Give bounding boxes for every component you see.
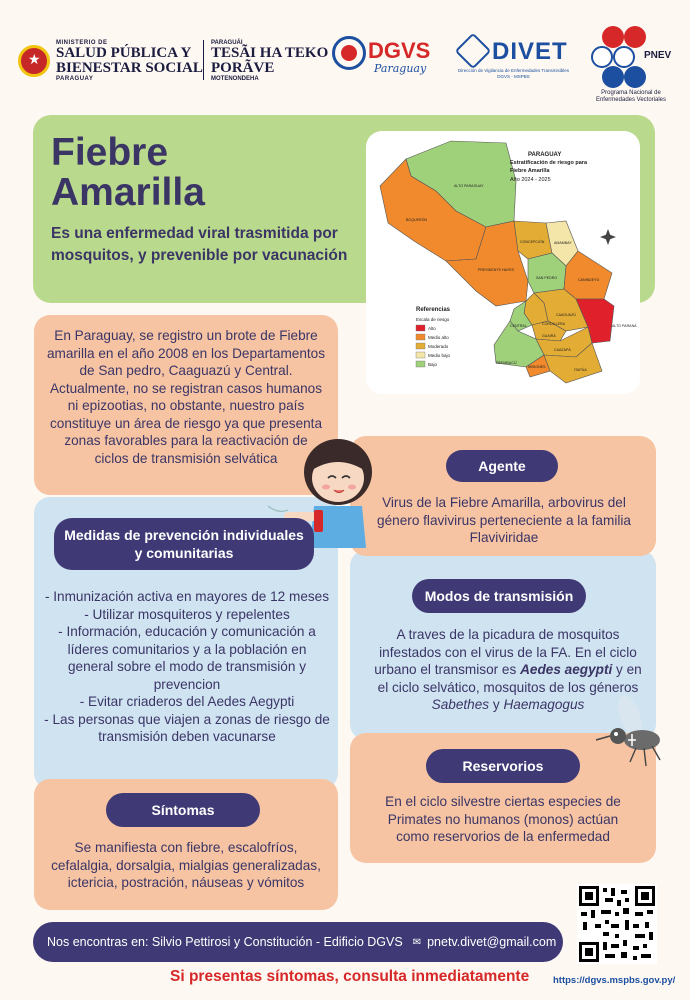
reservorios-heading: Reservorios xyxy=(426,749,580,783)
pnev-logo: PNEV Programa Nacional de Enfermedades Vectoriales xyxy=(584,22,674,108)
transmision-text: A traves de la picadura de mosquitos infestados con el virus de la FA. En el ciclo urbano el transmisor es Aedes aegypti y en el ciclo selvático, mosquitos de los géneros Sabethes y Haemagogus xyxy=(374,627,642,712)
legend-title: Referencias xyxy=(416,307,451,313)
label-amambay: AMAMBAY xyxy=(554,241,572,245)
sintomas-text: Se manifiesta con fiebre, escalofríos, cefalalgia, dorsalgia, mialgias generalizadas, ictericia, postración, náuseas y vómitos xyxy=(51,840,321,890)
hex-icon xyxy=(624,66,646,88)
label-caazapa: CAAZAPÁ xyxy=(554,348,571,352)
sintomas-heading: Síntomas xyxy=(106,793,260,827)
ministry-logo: ★ MINISTERIO DE SALUD PÚBLICA Y BIENESTAR SOCIAL PARAGUAY xyxy=(18,40,203,82)
map-heading-2: Estratificación de riesgo para xyxy=(510,160,588,166)
website-link[interactable]: https://dgvs.mspbs.gov.py/ xyxy=(553,975,676,986)
label-caaguazu: CAAGUAZÚ xyxy=(556,313,576,317)
prevencion-item: - Utilizar mosquiteros y repelentes xyxy=(84,606,290,622)
page-title: Fiebre Amarilla xyxy=(51,131,205,214)
legend-label-medio-alto: Medio alto xyxy=(428,335,449,340)
label-concepcion: CONCEPCIÓN xyxy=(520,240,545,244)
label-guaira: GUAIRÁ xyxy=(542,334,556,338)
agente-text: Virus de la Fiebre Amarilla, arbovirus del género flavivirus perteneciente a la familia Flaviviridae xyxy=(377,495,631,545)
legend-label-moderado: Moderado xyxy=(428,344,449,349)
legend-swatch-bajo xyxy=(416,361,425,367)
page-subtitle: Es una enfermedad viral trasmitida por mosquitos, y prevenible por vacunación xyxy=(51,225,348,264)
map-heading-3: Fiebre Amarilla xyxy=(510,168,550,174)
hex-icon xyxy=(624,26,646,48)
prevencion-item: - Evitar criaderos del Aedes Aegypti xyxy=(79,694,295,709)
map-heading-4: Año 2024 - 2025 xyxy=(510,177,551,183)
legend-swatch-moderado xyxy=(416,343,425,349)
hex-icon xyxy=(602,26,624,48)
logo-divider xyxy=(203,40,204,80)
paraguay-risk-map xyxy=(366,131,640,394)
label-misiones: MISIONES xyxy=(528,365,546,369)
legend-swatch-medio-bajo xyxy=(416,352,425,358)
legend-label-medio-bajo: Medio bajo xyxy=(428,353,451,358)
risk-map-card xyxy=(366,131,640,394)
dgvs-logo: DGVS Paraguay xyxy=(330,32,450,82)
qr-code[interactable] xyxy=(577,884,657,964)
divet-logo: DIVET Dirección de Vigilancia de Enfermedades Transmisibles DGVS - MSPBS xyxy=(458,36,580,82)
label-presidente-hayes: PRESIDENTE HAYES xyxy=(478,268,514,272)
legend-swatch-medio-alto xyxy=(416,334,425,340)
label-boqueron: BOQUERÓN xyxy=(406,218,427,222)
compass-icon xyxy=(600,229,616,245)
mosquito-illustration xyxy=(590,696,676,776)
legend-label-bajo: Bajo xyxy=(428,362,438,367)
footer-address: Nos encontras en: Silvio Pettirosi y Constitución - Edificio DGVS xyxy=(47,935,403,949)
intro-text: En Paraguay, se registro un brote de Fiebre amarilla en el año 2008 en los Departamentos de San pedro, Caaguazú y Central. Actualmente, no se registran casos humanos ni epizootias, no obstante, nuestro país constituye un área de riesgo ya que presenta zonas favorables para la reactivación de ciclos de transmisión selvática xyxy=(46,328,326,466)
globe-icon xyxy=(332,36,366,70)
national-seal-icon xyxy=(18,45,50,77)
envelope-icon: ✉ xyxy=(412,936,422,948)
prevencion-item: - Las personas que viajen a zonas de riesgo de transmisión deben vacunarse xyxy=(44,711,330,744)
agente-card xyxy=(350,436,656,556)
prevencion-item: - Información, educación y comunicación a líderes comunitarios y a la población en general sobre el modo de transmisión y prevencion xyxy=(58,624,316,692)
legend-label-alto: Alto xyxy=(428,326,436,331)
divet-emblem-icon xyxy=(455,33,492,70)
label-itapua: ITAPÚA xyxy=(574,368,587,372)
legend xyxy=(416,325,451,367)
map-heading-1: PARAGUAY xyxy=(528,152,562,158)
sintomas-card xyxy=(34,779,338,910)
header xyxy=(0,0,690,112)
tesai-logo: PARAGUÁI TESÃI HA TEKO PORÃVE MOTENONDEHA xyxy=(211,40,329,82)
footer-email[interactable]: pnetv.divet@gmail.com xyxy=(427,935,557,949)
hex-icon xyxy=(602,66,624,88)
footer-contact-bar xyxy=(33,922,563,962)
transmision-heading: Modos de transmisión xyxy=(412,579,586,613)
hex-icon xyxy=(613,46,635,68)
label-alto-paraguay: ALTO PARAGUAY xyxy=(454,184,484,188)
hex-icon xyxy=(591,46,613,68)
prevencion-heading: Medidas de prevención individuales y comunitarias xyxy=(54,518,314,570)
agente-heading: Agente xyxy=(446,450,558,482)
label-san-pedro: SAN PEDRO xyxy=(536,276,558,280)
label-neembucu: ÑEEMBUCÚ xyxy=(496,361,517,365)
alert-message: Si presentas síntomas, consulta inmediatamente xyxy=(170,968,530,985)
label-central: CENTRAL xyxy=(510,324,527,328)
legend-swatch-alto xyxy=(416,325,425,331)
reservorios-text: En el ciclo silvestre ciertas especies de Primates no humanos (monos) actúan como reservorios de la enfermedad xyxy=(385,794,621,844)
label-canindeyu: CANINDEYÚ xyxy=(578,278,600,282)
legend-subtitle: Escala de riesgo xyxy=(416,317,450,322)
label-cordillera: CORDILLERA xyxy=(542,322,565,326)
prevencion-list xyxy=(44,588,330,746)
label-alto-parana: ALTO PARANÁ xyxy=(612,324,637,328)
prevencion-item: - Inmunización activa en mayores de 12 meses xyxy=(44,589,330,604)
